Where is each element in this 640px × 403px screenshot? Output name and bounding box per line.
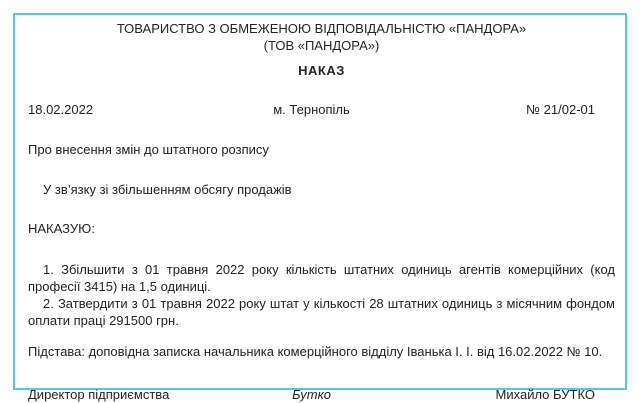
order-place: м. Тернопіль xyxy=(273,102,350,117)
signer-signature: Бутко xyxy=(292,387,331,402)
preamble-line: У зв’язку зі збільшенням обсягу продажів xyxy=(43,182,292,197)
company-name-short: (ТОВ «ПАНДОРА») xyxy=(263,38,380,53)
order-document xyxy=(13,13,627,402)
order-keyword: НАКАЗУЮ: xyxy=(28,221,95,236)
signature-row xyxy=(28,386,615,403)
order-item: 2. Затвердити з 01 травня 2022 року штат у кількості 28 штатних одиниць з місячним фондом оплати праці 291500 грн. xyxy=(28,296,615,328)
order-date: 18.02.2022 xyxy=(28,102,94,117)
company-name-full: ТОВАРИСТВО З ОБМЕЖЕНОЮ ВІДПОВІДАЛЬНІСТЮ «ПАНДОРА» xyxy=(116,21,527,36)
order-item: 1. Збільшити з 01 травня 2022 року кількість штатних одиниць агентів комерційних (код професії 3415) на 1,5 одиниці. xyxy=(28,262,615,294)
order-items xyxy=(28,261,615,329)
meta-row xyxy=(28,101,615,118)
document-type-title: НАКАЗ xyxy=(298,63,345,78)
basis-line: Підстава: доповідна записка начальника комерційного відділу Іванька І. І. від 16.02.2022 № 10. xyxy=(28,344,603,359)
subject-line: Про внесення змін до штатного розпису xyxy=(28,142,269,157)
signer-position: Директор підприємства xyxy=(28,387,170,402)
order-number: № 21/02-01 xyxy=(526,102,595,117)
signer-name: Михайло БУТКО xyxy=(495,387,595,402)
